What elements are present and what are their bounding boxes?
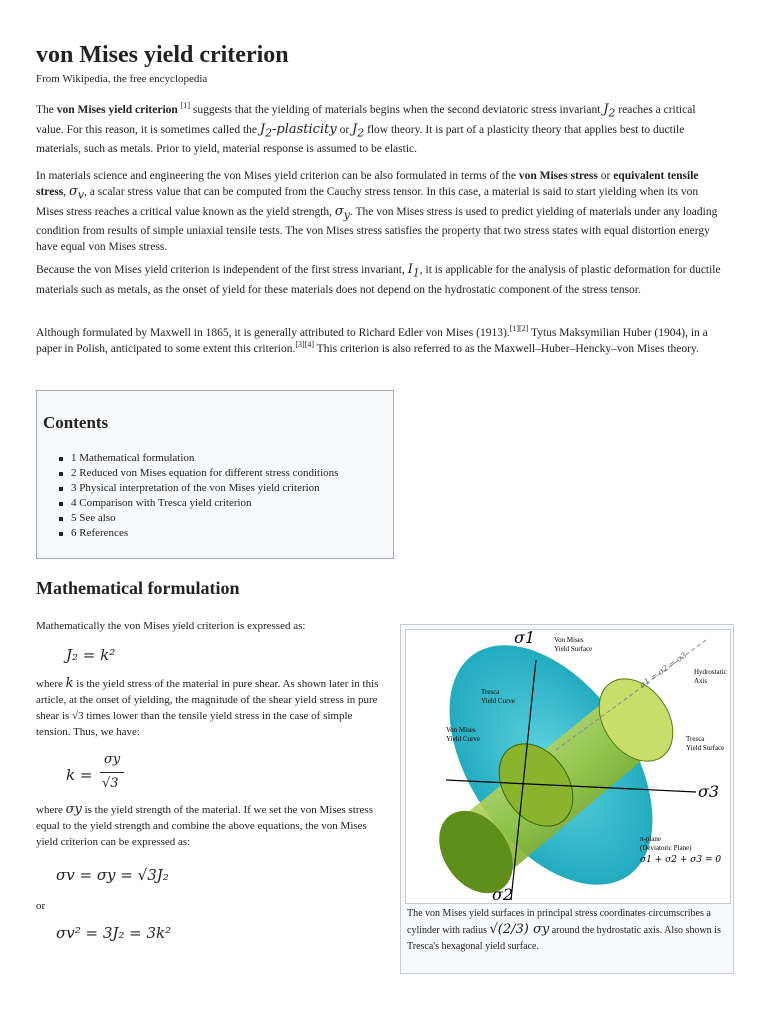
label-sigma3: σ3 [698, 782, 720, 801]
toc-list [57, 451, 338, 541]
label-hydro: Hydrostatic [694, 668, 727, 676]
table-of-contents [36, 390, 394, 559]
figure-image[interactable] [405, 629, 731, 904]
intro-paragraph-4: Although formulated by Maxwell in 1865, it is generally attributed to Richard Edler von Mises (1913).[1][2] Tytus Maksymilian Huber (1904), in a paper in Polish, anticipated to some extent this criterion.[3][4] This criterion is also referred to as the Maxwell–Huber–Hencky–von Mises theory. [36, 324, 708, 355]
label-pi-plane: π-plane [640, 835, 662, 843]
term-vm-stress: von Mises stress [518, 170, 598, 182]
label-tresca-surface: Tresca [686, 735, 705, 743]
where-k: where k is the yield stress of the material in pure shear. As shown later in this article, at the onset of yielding, the magnitude of the shear yield stress in pure shear is √3 times lower than the tensile yield stress in the case of simple tension. Thus, we have: [36, 676, 379, 738]
label-vm-curve: Von Mises [446, 726, 476, 734]
math-j2-plasticity: $J_2$-plasticity [259, 121, 337, 140]
toc-item[interactable]: 3 Physical interpretation of the von Mises yield criterion [57, 481, 338, 496]
page-subtitle: From Wikipedia, the free encyclopedia [36, 73, 208, 85]
math-j2-flow: $J_2$ [352, 121, 365, 140]
label-hydro-2: Axis [694, 677, 708, 685]
toc-item[interactable]: 4 Comparison with Tresca yield criterion [57, 496, 338, 511]
label-vm-surface-2: Yield Surface [554, 645, 593, 653]
yield-surface-diagram [406, 630, 730, 903]
equation-3: σv = σy = √3J₂ [56, 866, 169, 884]
figure-caption: The von Mises yield surfaces in principal stress coordinates circumscribes a cylinder with radius √(2/3) σy around the hydrostatic axis. Also shown is Tresca's hexagonal yield surface. [407, 908, 721, 952]
equation-1: J₂ = k² [66, 646, 116, 664]
ref-link-1-2[interactable]: [1][2] [509, 324, 529, 334]
label-tresca-curve: Tresca [481, 688, 500, 696]
toc-item[interactable]: 6 References [57, 526, 338, 541]
label-sigma2: σ2 [492, 885, 514, 903]
toc-item[interactable]: 1 Mathematical formulation [57, 451, 338, 466]
label-tresca-curve-2: Yield Curve [481, 697, 516, 705]
section-heading: Mathematical formulation [36, 578, 240, 598]
toc-item[interactable]: 5 See also [57, 511, 338, 526]
label-vm-surface: Von Mises [554, 636, 584, 644]
label-sigma1: σ1 [514, 630, 536, 647]
toc-title: Contents [43, 413, 109, 432]
figure-thumb [400, 624, 734, 974]
page-title: von Mises yield criterion [36, 42, 289, 68]
math-sigma-v: $\sigma_v$ [69, 184, 85, 202]
intro-paragraph-1: The von Mises yield criterion [1] suggests that the yielding of materials begins when the second deviatoric stress invariant $J_2$ reaches a critical value. For this reason, it is sometimes called the $J_2$-plasticity or $J_2$ flow theory. It is part of a plasticity theory that applies best to ductile materials, such as metals. Prior to yield, material response is assumed to be elastic. [36, 101, 696, 156]
math-intro: Mathematically the von Mises yield criterion is expressed as: [36, 620, 306, 632]
label-axis-equation: σ1 = σ2 = σ3 [637, 650, 689, 690]
label-pi-equation: σ1 + σ2 + σ3 = 0 [640, 855, 722, 865]
term-equivalent-stress: equivalent tensile stress [36, 170, 699, 198]
math-i1: $I_1$ [407, 262, 420, 280]
math-section-text [36, 618, 381, 942]
ref-link-3-4[interactable]: [3][4] [295, 340, 314, 350]
article [36, 40, 727, 952]
label-tresca-surface-2: Yield Surface [686, 744, 725, 752]
term-vm-criterion: von Mises yield criterion [56, 104, 178, 116]
intro-paragraph-2: In materials science and engineering the von Mises yield criterion can be also formulated in terms of the von Mises stress or equivalent tensile stress, $\sigma_v$, a scalar stress value that can be computed from the Cauchy stress tensor. In this case, a material is said to start yielding when its von Mises stress reaches a critical value known as the yield strength, $\sigma_y$. The von Mises stress is used to predict yielding of materials under any loading condition from results of simple uniaxial tensile tests. The von Mises stress satisfies the property that two stress states with equal distortion energy have equal von Mises stress. [36, 170, 718, 254]
label-pi-plane-2: (Deviatoric Plane) [640, 844, 692, 852]
label-vm-curve-2: Yield Curve [446, 735, 481, 743]
ref-link-1[interactable]: [1] [180, 101, 191, 111]
intro-paragraph-3: Because the von Mises yield criterion is independent of the first stress invariant, $I_1$, it is applicable for the analysis of plastic deformation for ductile materials such as metals, as the onset of yield for these materials does not depend on the hydrostatic component of the stress tensor. [36, 262, 721, 296]
where-sigma-y: where σy is the yield strength of the material. If we set the von Mises stress equal to the yield strength and combine the above equations, the von Mises yield criterion can be expressed as: [36, 802, 373, 848]
math-sigma-y: $\sigma_y$ [334, 203, 350, 222]
math-j2: $J_2$ [603, 102, 616, 120]
equation-4: σv² = 3J₂ = 3k² [56, 924, 172, 942]
equation-2: k = σy √3 [66, 750, 381, 802]
or-text: or [36, 900, 46, 912]
toc-item[interactable]: 2 Reduced von Mises equation for different stress conditions [57, 466, 338, 481]
